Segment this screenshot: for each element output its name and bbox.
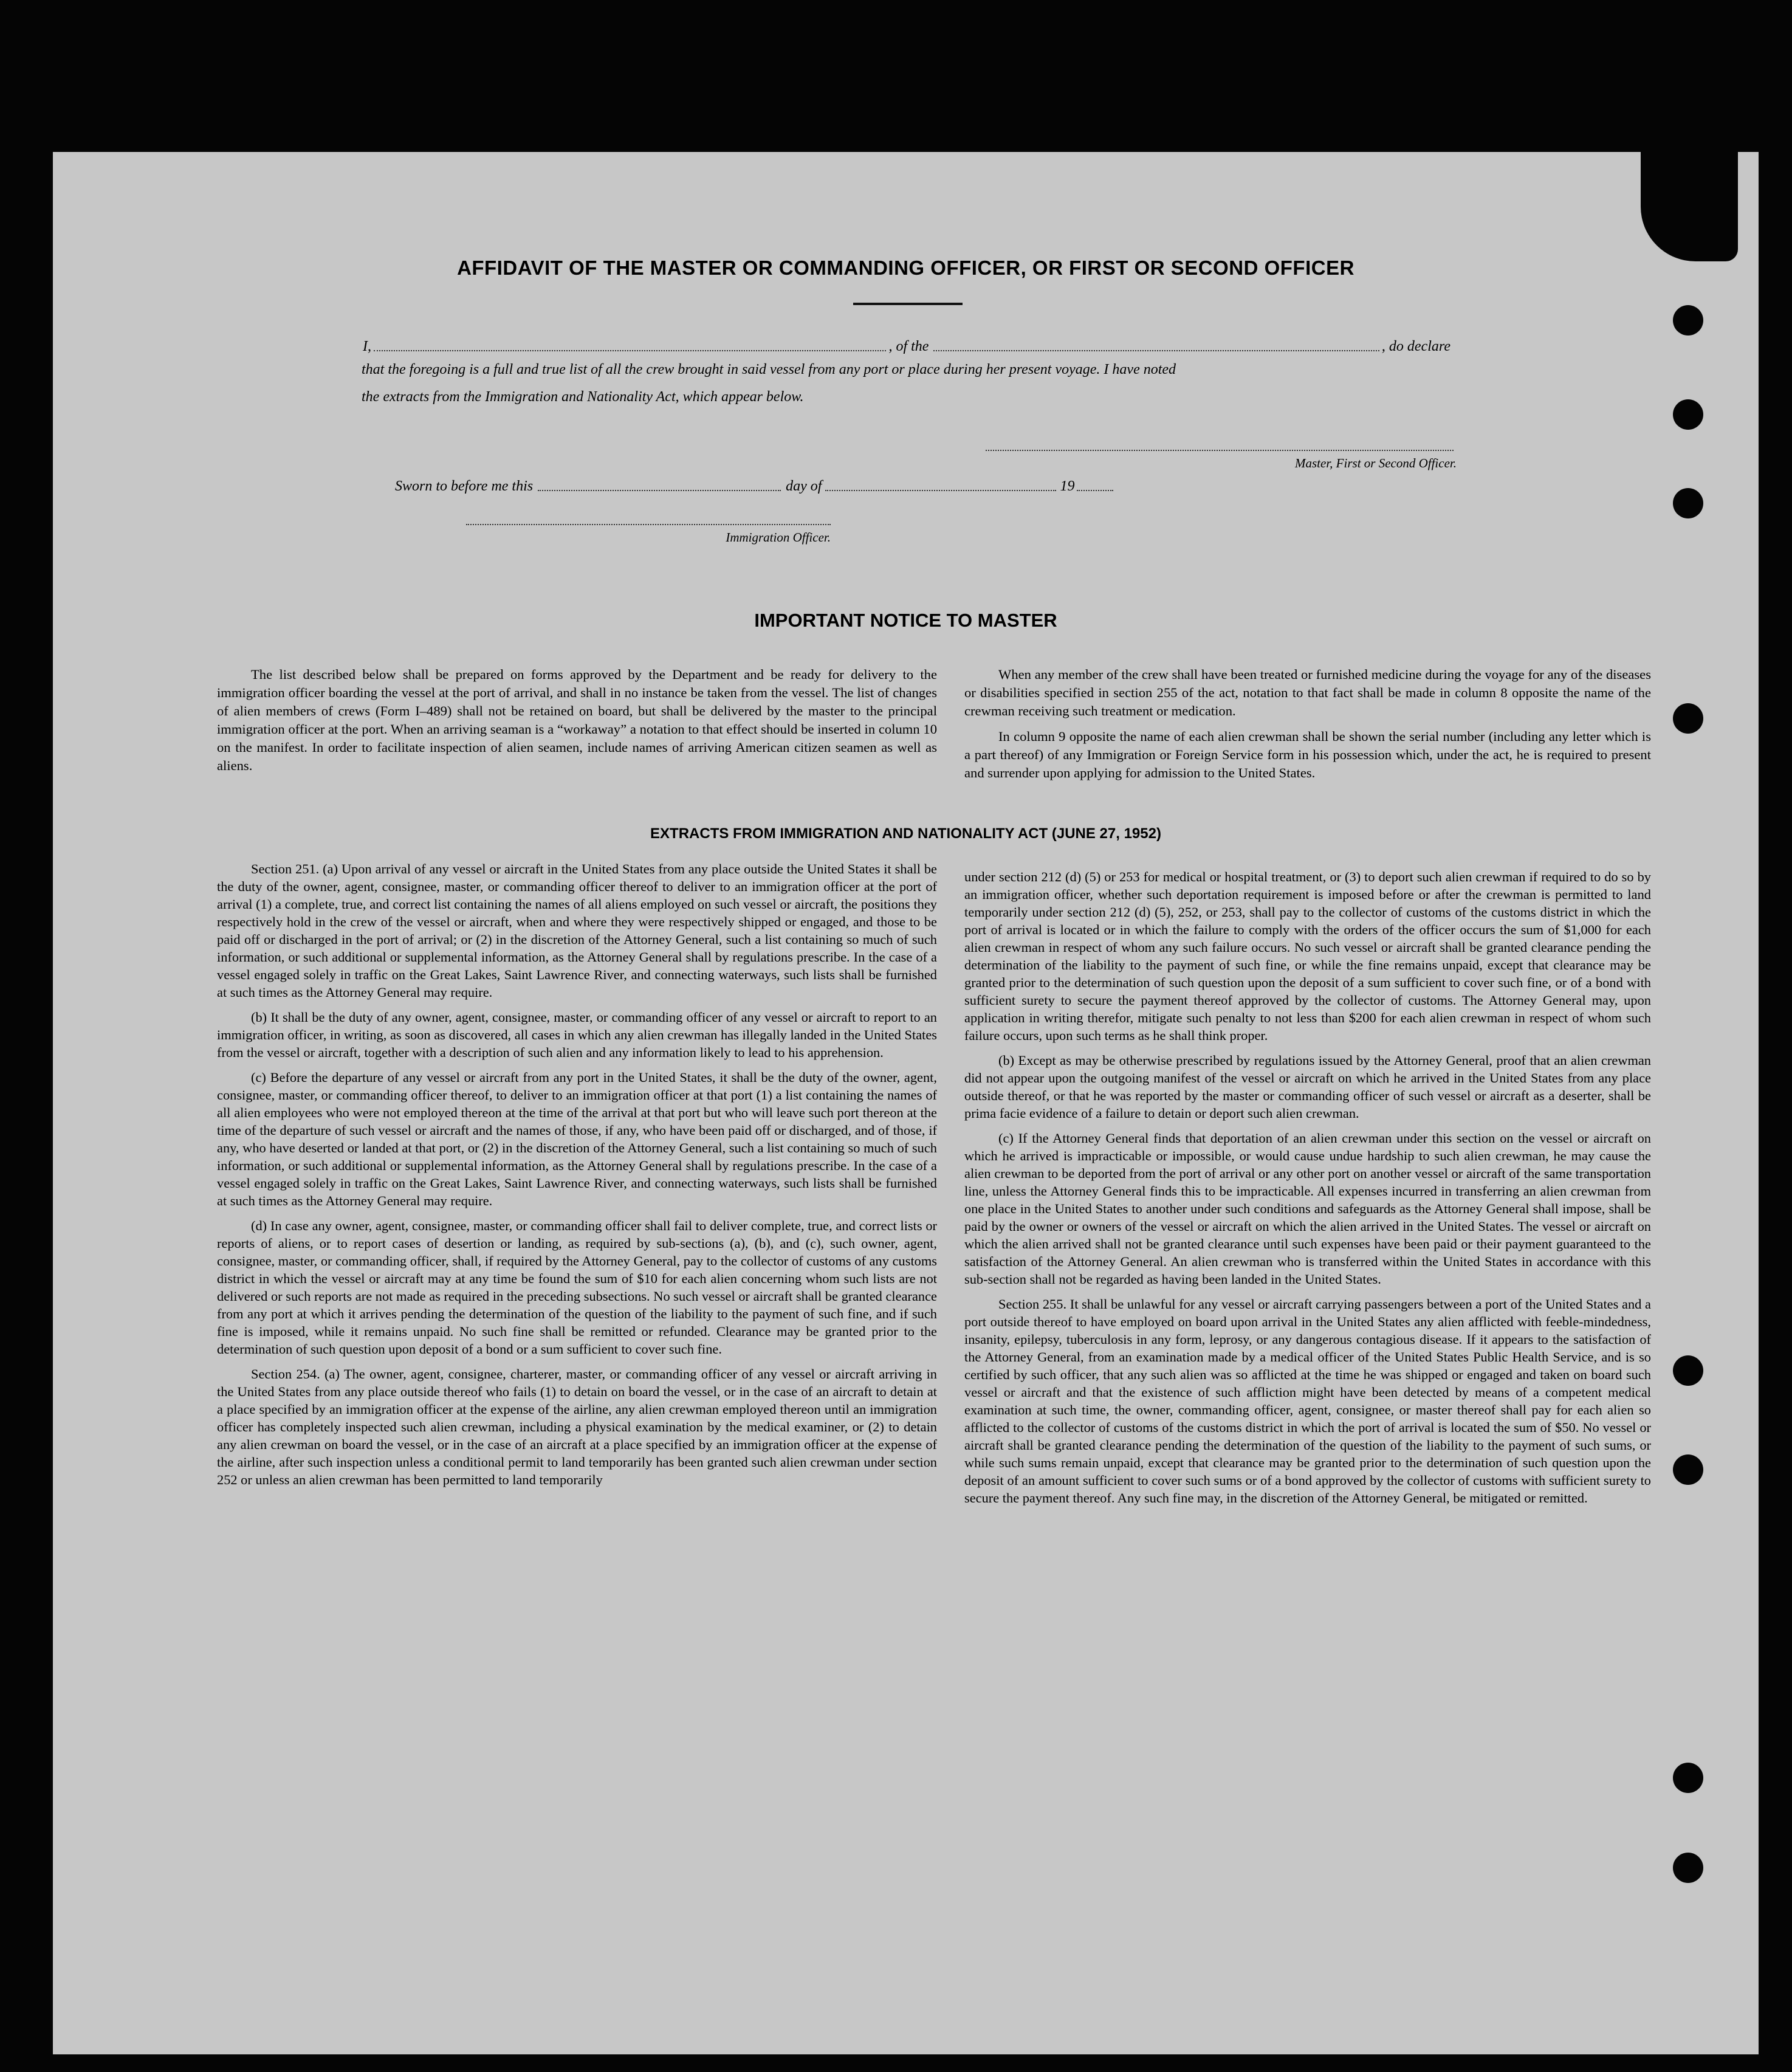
sworn-month-field[interactable]	[825, 490, 1056, 491]
extracts-left-column	[217, 860, 937, 1489]
section-251-b: (b) It shall be the duty of any owner, agent, consignee, master, or commanding officer of any vessel or aircraft to report to an immigration officer, in writing, as soon as discovered, all cases in which any alien crewman has illegally landed in the United States from the vessel or aircraft, together with a description of such alien and any information likely to lead to his apprehension.	[217, 1010, 937, 1060]
section-251-d: (d) In case any owner, agent, consignee, master, or commanding officer shall fail to deliver complete, true, and correct lists or reports of aliens, or to report cases of desertion or landing, as required by sub-sections (a), (b), and (c), such owner, agent, consignee, master, or commanding officer, shall, if required by the Attorney General, pay to the collector of customs of any customs district in which the vessel or aircraft may at any time be found the sum of $10 for each alien concerning whom such lists are not delivered or such reports are not made as required in the preceding subsections. No such vessel or aircraft shall be granted clearance from any port at which it arrives pending the determination of the question of the liability to the payment of such fine, and if such fine is imposed, while it remains unpaid. No such fine shall be remitted or refunded. Clearance may be granted prior to the determination of such question upon deposit of a bond or a sum sufficient to cover such fine.	[217, 1218, 937, 1357]
sworn-year-prefix: 19	[1060, 478, 1075, 494]
binder-hole-4	[1673, 703, 1703, 734]
notice-right-column	[964, 666, 1651, 782]
binder-hole-7	[1673, 1763, 1703, 1793]
declaration-do-declare: , do declare	[1381, 339, 1450, 354]
extracts-title: EXTRACTS FROM IMMIGRATION AND NATIONALITY ACT (JUNE 27, 1952)	[650, 825, 1161, 842]
title-rule	[853, 303, 963, 305]
binder-hole-1	[1673, 305, 1703, 336]
notice-left-column	[217, 666, 937, 775]
binder-hole-5	[1673, 1355, 1703, 1386]
binder-hole-3	[1673, 488, 1703, 518]
declaration-i: I,	[363, 339, 371, 354]
declaration-line-2: that the foregoing is a full and true list of all the crew brought in said vessel from any port or place during her present voyage. I have noted	[362, 362, 1176, 377]
document-page	[53, 152, 1759, 2054]
notice-right-paragraph-2: In column 9 opposite the name of each alien crewman shall be shown the serial number (including any letter which is a part thereof) of any Immigration or Foreign Service form in his possession which, under the act, he is required to present and surrender upon applying for admission to the United States.	[964, 729, 1651, 780]
immigration-signature-field[interactable]	[466, 524, 831, 525]
binder-hole-6	[1673, 1454, 1703, 1485]
declaration-line-1	[363, 334, 1450, 355]
master-signature-field[interactable]	[986, 450, 1454, 451]
binder-hole-2	[1673, 399, 1703, 430]
binder-hole-8	[1673, 1853, 1703, 1883]
notice-title: IMPORTANT NOTICE TO MASTER	[754, 610, 1057, 631]
affidavit-title: AFFIDAVIT OF THE MASTER OR COMMANDING OFFICER, OR FIRST OR SECOND OFFICER	[457, 256, 1354, 279]
vessel-name-field[interactable]	[933, 350, 1379, 351]
declarant-name-field[interactable]	[374, 350, 886, 351]
section-255: Section 255. It shall be unlawful for any vessel or aircraft carrying passengers between a port of the United States and a port outside thereof to have employed on board upon arrival in the United States any alien afflicted with feeble-mindedness, insanity, epilepsy, tuberculosis in any form, leprosy, or any dangerous contagious disease. If it appears to the satisfaction of the Attorney General, from an examination made by a medical officer of the United States Public Health Service, and is so certified by such officer, that any such alien was so afflicted at the time he was shipped or engaged and taken on board such vessel or aircraft and that the existence of such affliction might have been detected by means of a competent medical examination at such time, the owner, commanding officer, agent, consignee, or master thereof shall pay for each alien so afflicted to the collector of customs of the customs district in which the port of arrival is located the sum of $50. No vessel or aircraft shall be granted clearance pending the determination of the question of the liability to the payment of such sums, or while such sums remain unpaid, except that clearance may be granted prior to the determination of such question upon the deposit of an amount sufficient to cover such sums or of a bond approved by the collector of customs with sufficient surety to secure the payment thereof. Any such fine may, in the discretion of the Attorney General, be mitigated or remitted.	[964, 1296, 1651, 1506]
section-254-c: (c) If the Attorney General finds that deportation of an alien crewman under this section on the vessel or aircraft on which he arrived is impracticable or impossible, or would cause undue hardship to such alien crewman, he may cause the alien crewman to be deported from the port of arrival or any other port on another vessel or aircraft of the same transportation line, unless the Attorney General finds this to be impracticable. All expenses incurred in transferring an alien crewman from one place in the United States to another under such conditions and safeguards as the Attorney General shall impose, shall be paid by the owner or owners of the vessel or aircraft on which the alien arrived in the United States. The vessel or aircraft on which the alien arrived shall not be granted clearance until such expenses have been paid or their payment guaranteed to the satisfaction of the Attorney General. An alien crewman who is transferred within the United States in accordance with this sub-section shall not be regarded as having been landed in the United States.	[964, 1131, 1651, 1287]
sworn-text: Sworn to before me this	[395, 478, 534, 494]
section-254-a: Section 254. (a) The owner, agent, consignee, charterer, master, or commanding officer of any vessel or aircraft arriving in the United States from any place outside thereof who fails (1) to detain on board the vessel, or in the case of an aircraft to detain at a place specified by an immigration officer at the expense of the airline, any alien crewman employed thereon until an immigration officer has completely inspected such alien crewman, including a physical examination by the medical examiner, or (2) to detain any alien crewman on board the vessel, or in the case of an aircraft at a place specified by an immigration officer at the expense of the airline, after such inspection unless a conditional permit to land temporarily has been granted such alien crewman under section 252 or unless an alien crewman has been permitted to land temporarily	[217, 1366, 937, 1487]
section-254-a-continued: under section 212 (d) (5) or 253 for medical or hospital treatment, or (3) to deport such alien crewman if required to do so by an immigration officer, whether such deportation requirement is imposed before or after the crewman is permitted to land temporarily under section 212 (d) (5), 252, or 253, shall pay to the collector of customs of the customs district in which the port of arrival is located or in which the failure to comply with the orders of the officer occurs the sum of $1,000 for each alien crewman in respect of whom any such failure occurs. No such vessel or aircraft shall be granted clearance pending the determination of the liability to the payment of such fine, or while the fine remains unpaid, except that clearance may be granted prior to the determination of such question upon the deposit of a sum sufficient to cover such fine, or of a bond with sufficient surety to secure the payment thereof approved by the collector of customs. The Attorney General may, upon application in writing therefor, mitigate such penalty to not less than $200 for each alien crewman in respect of whom such failure occurs, upon such terms as he shall think proper.	[964, 869, 1651, 1043]
sworn-line	[395, 474, 1258, 495]
sworn-year-field[interactable]	[1077, 490, 1113, 491]
section-251-c: (c) Before the departure of any vessel or aircraft from any port in the United States, it shall be the duty of the owner, agent, consignee, master, or commanding officer thereof, to deliver to an immigration officer at that port (1) a list containing the names of all alien employees who were not employed thereon at the time of the arrival at that port but who will leave such port thereon at the time of the departure of such vessel or aircraft and the names of those, if any, who have been paid off or discharged, and of those, if any, who have deserted or landed at that port, or (2) in the discretion of the Attorney General, such a list containing so much of such information, or such additional or supplemental information, as the Attorney General shall by regulations prescribe. In the case of a vessel engaged solely in traffic on the Great Lakes, Saint Lawrence River, and connecting waterways, such lists shall be furnished at such times as the Attorney General may require.	[217, 1070, 937, 1208]
notice-right-paragraph-1: When any member of the crew shall have been treated or furnished medicine during the voyage for any of the diseases or disabilities specified in section 255 of the act, notation to that fact shall be made in column 8 opposite the name of the crewman receiving such treatment or medication.	[964, 667, 1651, 718]
extracts-right-column	[964, 868, 1651, 1507]
sworn-day-of: day of	[786, 478, 822, 494]
immigration-signature-label: Immigration Officer.	[726, 530, 831, 545]
section-251-a: Section 251. (a) Upon arrival of any vessel or aircraft in the United States from any place outside the United States it shall be the duty of the owner, agent, consignee, master, or commanding officer thereof to deliver to an immigration officer at the port of arrival (1) a complete, true, and correct list containing the names of all aliens employed on such vessel or aircraft, the positions they respectively hold in the crew of the vessel or aircraft, when and where they were respectively shipped or engaged, and those to be paid off or discharged in the port of arrival; or (2) in the discretion of the Attorney General, such a list containing so much of such information, or such additional or supplemental information, as the Attorney General shall by regulations prescribe. In the case of a vessel engaged solely in traffic on the Great Lakes, Saint Lawrence River, and connecting waterways, such lists shall be furnished at such times as the Attorney General may require.	[217, 861, 937, 1000]
section-254-b: (b) Except as may be otherwise prescribed by regulations issued by the Attorney General, proof that an alien crewman did not appear upon the outgoing manifest of the vessel or aircraft on which he arrived in the United States from any place outside thereof, or that he was reported by the master or commanding officer of such vessel or aircraft as a deserter, shall be prima facie evidence of a failure to detain or deport such alien crewman.	[964, 1053, 1651, 1121]
sworn-day-field[interactable]	[538, 490, 781, 491]
declaration-of-the: , of the	[888, 339, 929, 354]
declaration-line-3: the extracts from the Immigration and Nationality Act, which appear below.	[362, 389, 804, 405]
notice-left-paragraph: The list described below shall be prepared on forms approved by the Department and be ready for delivery to the immigration officer boarding the vessel at the port of arrival, and shall in no instance be taken from the vessel. The list of changes of alien members of crews (Form I–489) shall not be retained on board, but shall be delivered by the master to the principal immigration officer at the port. When an arriving seaman is a “workaway” a notation to that effect should be inserted in column 10 on the manifest. In order to facilitate inspection of alien seamen, include names of arriving American citizen seamen as well as aliens.	[217, 667, 937, 773]
master-signature-label: Master, First or Second Officer.	[1295, 456, 1457, 470]
